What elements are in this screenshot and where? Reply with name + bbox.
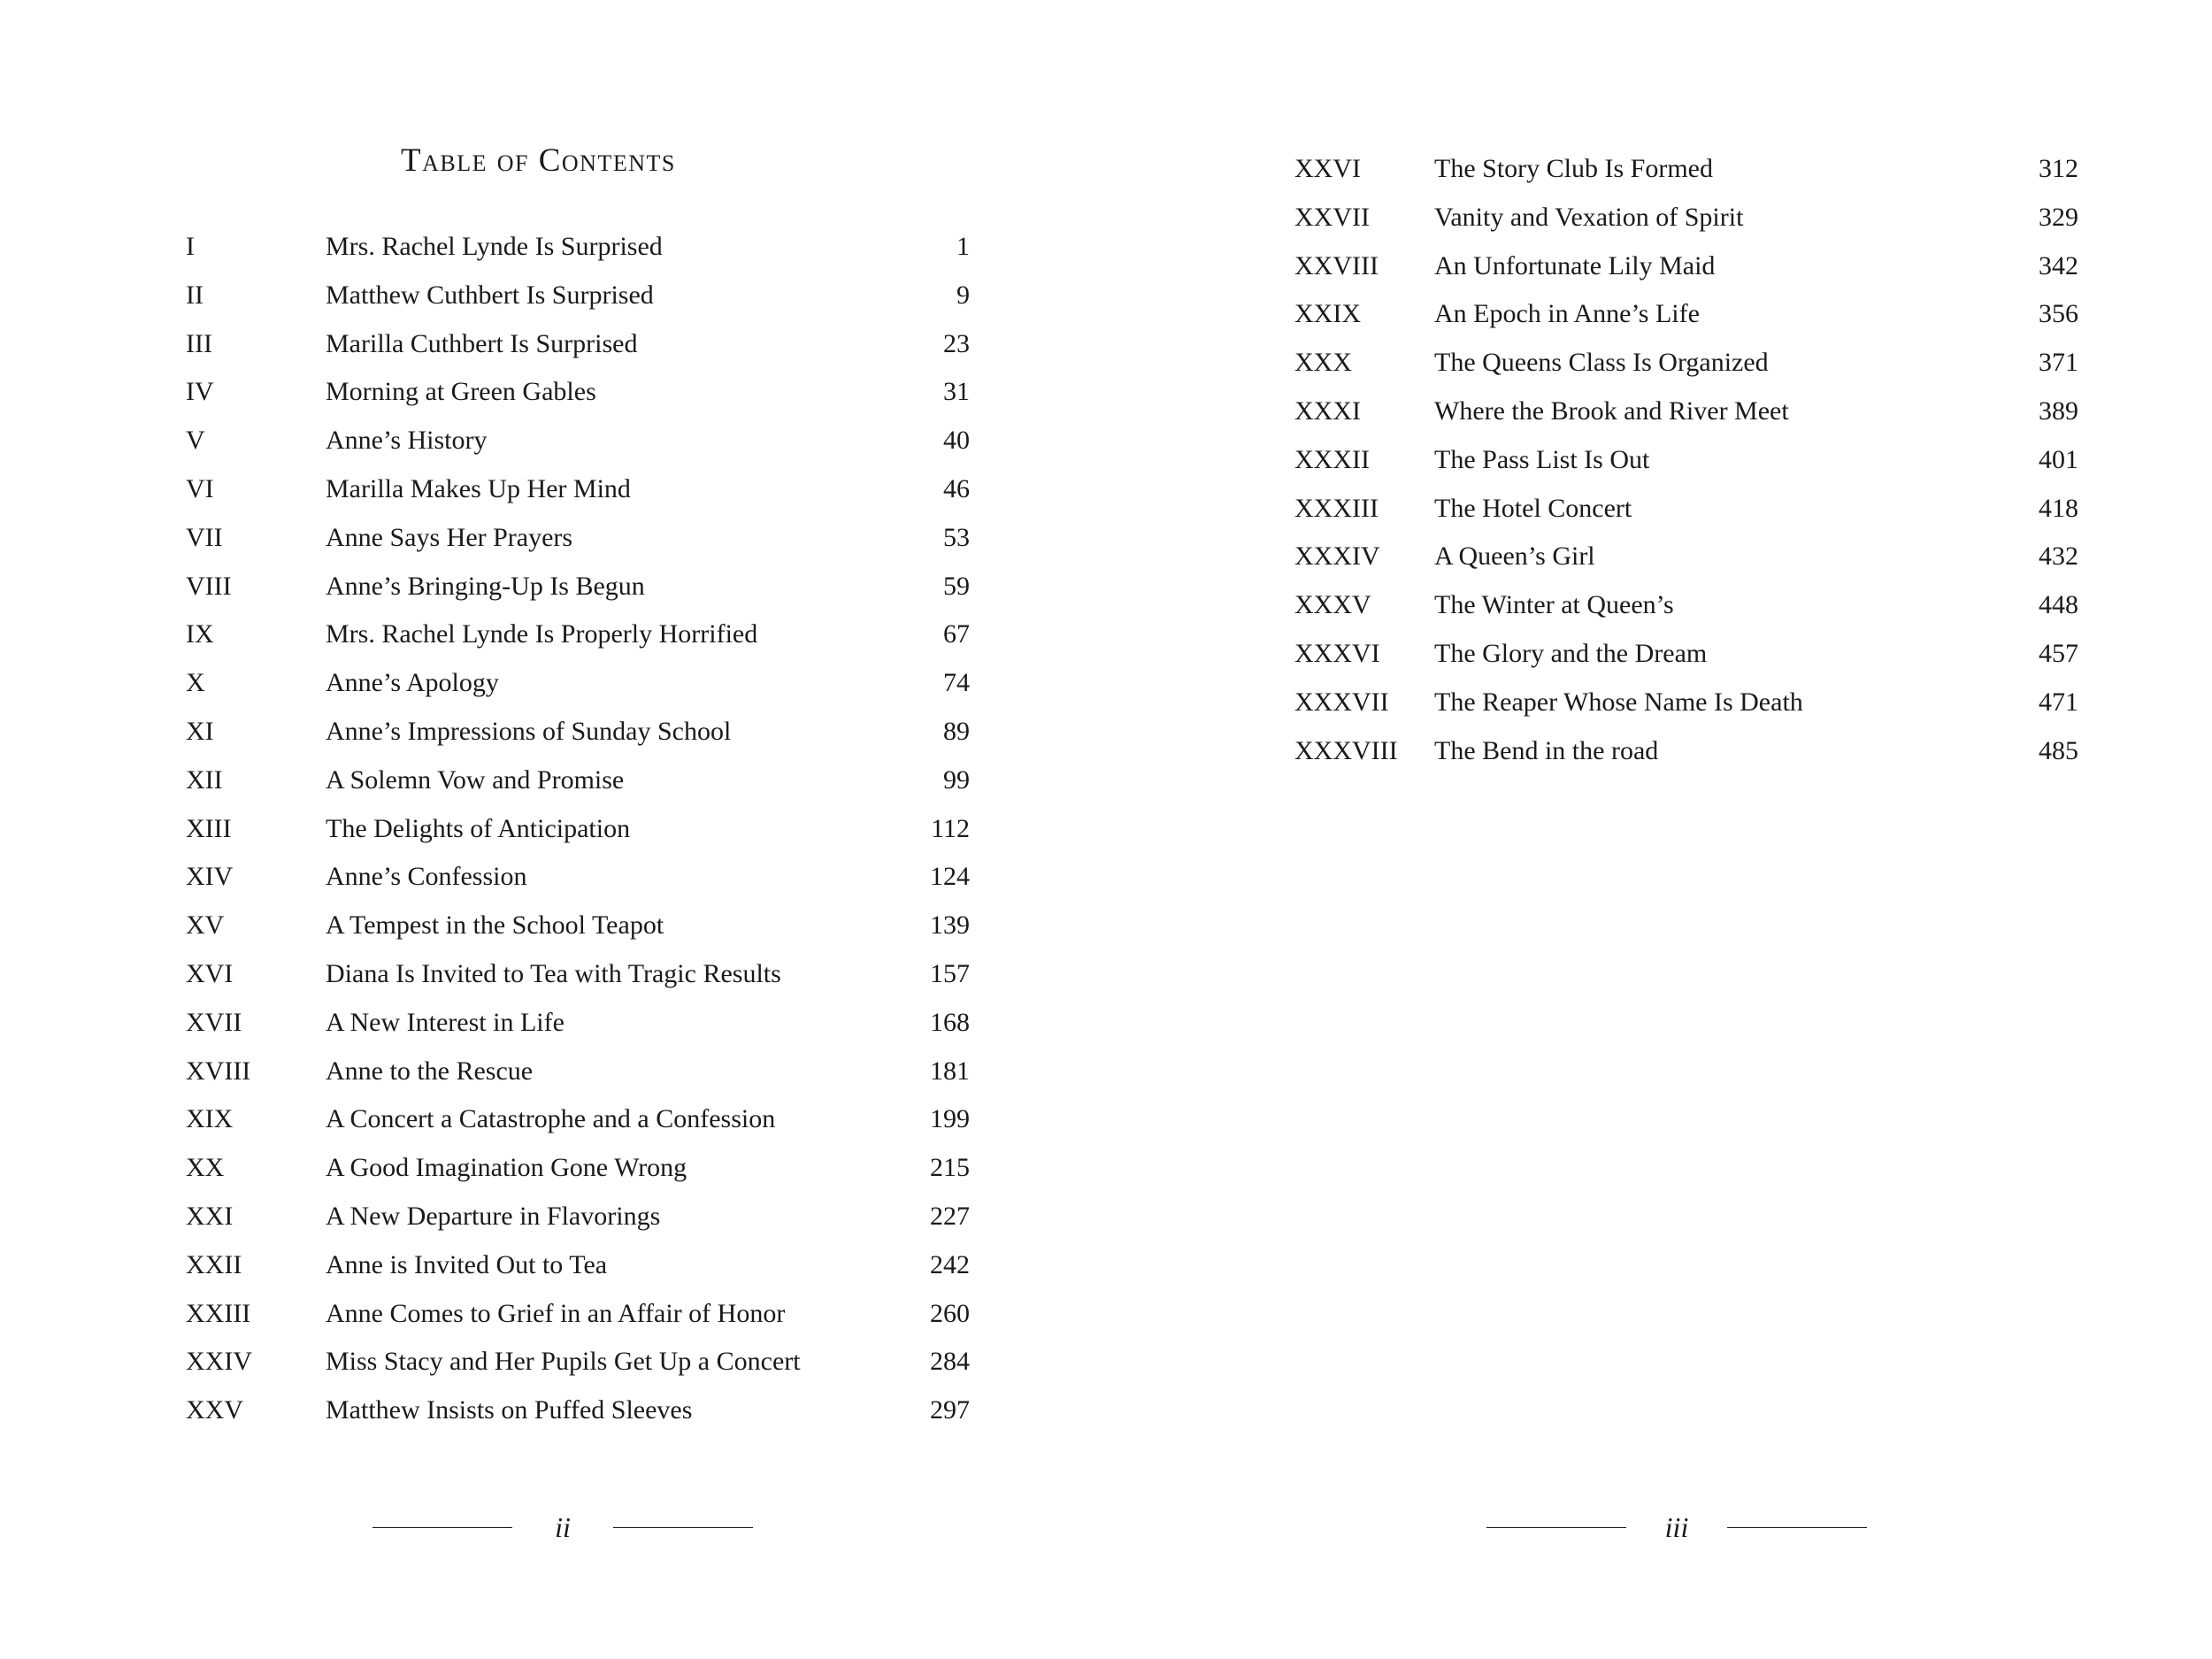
page-number: ii: [555, 1511, 571, 1543]
chapter-number: XVII: [186, 1007, 242, 1037]
chapter-number: III: [186, 328, 212, 358]
page-ref: 356: [2039, 299, 2078, 329]
toc-entry[interactable]: [1294, 242, 2078, 291]
chapter-number: XIV: [186, 862, 234, 892]
page-ref: 418: [2039, 493, 2078, 523]
page-ref: 112: [931, 813, 970, 843]
chapter-title: Vanity and Vexation of Spirit: [1434, 202, 1744, 232]
page-footer: [373, 1509, 753, 1545]
page-ref: 53: [943, 522, 970, 552]
chapter-title: Anne’s Apology: [326, 668, 499, 698]
chapter-number: XXXI: [1294, 396, 1361, 426]
page-ref: 389: [2039, 396, 2078, 426]
chapter-title: Marilla Cuthbert Is Surprised: [326, 328, 638, 358]
toc-entry[interactable]: [186, 563, 970, 611]
toc-entry[interactable]: [1294, 339, 2078, 388]
chapter-title: A Solemn Vow and Promise: [326, 764, 625, 795]
chapter-number: XV: [186, 910, 225, 941]
chapter-number: XI: [186, 716, 214, 746]
toc-entry[interactable]: [186, 1095, 970, 1144]
page-title: Table of Contents: [401, 142, 676, 179]
page-ref: 59: [943, 571, 970, 601]
chapter-title: Morning at Green Gables: [326, 377, 596, 407]
toc-entry[interactable]: [186, 1241, 970, 1290]
chapter-number: XXV: [186, 1395, 243, 1425]
page-ref: 448: [2039, 590, 2078, 620]
toc-entry[interactable]: [186, 223, 970, 272]
chapter-number: XXVIII: [1294, 250, 1379, 280]
chapter-number: XVIII: [186, 1056, 251, 1086]
toc-entry[interactable]: [1294, 533, 2078, 581]
toc-entry[interactable]: [1294, 145, 2078, 194]
chapter-title: A Concert a Catastrophe and a Confession: [326, 1104, 776, 1134]
chapter-title: The Story Club Is Formed: [1434, 154, 1713, 183]
toc-entry[interactable]: [186, 1290, 970, 1339]
toc-entry[interactable]: [186, 659, 970, 708]
page-ref: 74: [943, 668, 970, 698]
page-ref: 124: [930, 862, 970, 892]
page-ref: 371: [2039, 348, 2078, 378]
chapter-title: An Epoch in Anne’s Life: [1434, 299, 1700, 329]
toc-entry[interactable]: [186, 465, 970, 514]
chapter-number: V: [186, 426, 205, 456]
page-ref: 242: [930, 1249, 970, 1279]
toc-list-right: [1294, 145, 2078, 775]
toc-entry[interactable]: [1294, 581, 2078, 630]
page-ref: 139: [930, 910, 970, 941]
right-page: [1106, 0, 2212, 1659]
chapter-title: Matthew Cuthbert Is Surprised: [326, 280, 654, 310]
chapter-number: XXXVII: [1294, 687, 1389, 717]
chapter-number: XXIX: [1294, 299, 1361, 329]
toc-entry[interactable]: [186, 272, 970, 320]
chapter-title: Anne is Invited Out to Tea: [326, 1249, 608, 1279]
chapter-number: XX: [186, 1153, 225, 1183]
page-ref: 157: [930, 958, 970, 988]
chapter-number: I: [186, 232, 195, 261]
chapter-title: The Glory and the Dream: [1434, 638, 1708, 668]
page-ref: 46: [943, 473, 970, 503]
chapter-number: XXXIV: [1294, 541, 1380, 572]
footer-rule-right: [613, 1527, 753, 1528]
chapter-number: XXVII: [1294, 202, 1370, 232]
chapter-title: A Tempest in the School Teapot: [326, 910, 664, 941]
chapter-number: XIX: [186, 1104, 234, 1134]
chapter-title: Diana Is Invited to Tea with Tragic Results: [326, 958, 781, 988]
chapter-title: A New Departure in Flavorings: [326, 1201, 661, 1231]
chapter-title: Marilla Makes Up Her Mind: [326, 473, 631, 503]
chapter-number: XXVI: [1294, 154, 1361, 183]
chapter-number: XXXIII: [1294, 493, 1379, 523]
page-ref: 181: [930, 1056, 970, 1086]
chapter-title: The Bend in the road: [1434, 735, 1659, 765]
toc-entry[interactable]: [186, 999, 970, 1048]
toc-entry[interactable]: [186, 1048, 970, 1096]
page-ref: 471: [2039, 687, 2078, 717]
toc-entry[interactable]: [1294, 290, 2078, 339]
toc-entry[interactable]: [1294, 436, 2078, 485]
chapter-title: Where the Brook and River Meet: [1434, 396, 1789, 426]
chapter-number: XVI: [186, 958, 234, 988]
page-ref: 168: [930, 1007, 970, 1037]
toc-entry[interactable]: [186, 902, 970, 950]
chapter-number: XXXII: [1294, 444, 1370, 474]
toc-entry[interactable]: [1294, 630, 2078, 679]
chapter-title: Anne’s Impressions of Sunday School: [326, 716, 732, 746]
toc-list-left: [186, 223, 970, 1435]
page-ref: 401: [2039, 444, 2078, 474]
chapter-number: XXX: [1294, 348, 1352, 378]
toc-entry[interactable]: [186, 417, 970, 465]
chapter-title: Mrs. Rachel Lynde Is Properly Horrified: [326, 619, 758, 649]
toc-entry[interactable]: [186, 950, 970, 999]
toc-entry[interactable]: [1294, 388, 2078, 436]
chapter-number: XXII: [186, 1249, 242, 1279]
chapter-number: VI: [186, 473, 214, 503]
page-ref: 40: [943, 426, 970, 456]
chapter-number: VII: [186, 522, 223, 552]
toc-entry[interactable]: [186, 708, 970, 757]
toc-entry[interactable]: [186, 1144, 970, 1193]
page-ref: 485: [2039, 735, 2078, 765]
page-ref: 99: [943, 764, 970, 795]
page-ref: 23: [943, 328, 970, 358]
chapter-number: II: [186, 280, 204, 310]
chapter-number: VIII: [186, 571, 232, 601]
chapter-title: Anne Comes to Grief in an Affair of Honor: [326, 1298, 786, 1328]
toc-entry[interactable]: [1294, 727, 2078, 776]
page-ref: 284: [930, 1347, 970, 1377]
chapter-title: Matthew Insists on Puffed Sleeves: [326, 1395, 693, 1425]
chapter-number: X: [186, 668, 205, 698]
chapter-title: Anne Says Her Prayers: [326, 522, 573, 552]
toc-entry[interactable]: [186, 757, 970, 805]
chapter-number: XIII: [186, 813, 232, 843]
page-ref: 260: [930, 1298, 970, 1328]
page-ref: 329: [2039, 202, 2078, 232]
page-ref: 215: [930, 1153, 970, 1183]
page-ref: 67: [943, 619, 970, 649]
chapter-title: The Queens Class Is Organized: [1434, 348, 1769, 378]
chapter-number: XXI: [186, 1201, 234, 1231]
chapter-title: A Good Imagination Gone Wrong: [326, 1153, 687, 1183]
chapter-number: XXXVIII: [1294, 735, 1398, 765]
chapter-title: A New Interest in Life: [326, 1007, 565, 1037]
chapter-number: IV: [186, 377, 214, 407]
chapter-title: Anne’s Bringing-Up Is Begun: [326, 571, 645, 601]
toc-entry[interactable]: [1294, 194, 2078, 242]
chapter-title: Mrs. Rachel Lynde Is Surprised: [326, 232, 663, 261]
page-ref: 9: [956, 280, 970, 310]
page-ref: 457: [2039, 638, 2078, 668]
chapter-title: The Hotel Concert: [1434, 493, 1632, 523]
chapter-title: An Unfortunate Lily Maid: [1434, 250, 1716, 280]
toc-entry[interactable]: [186, 320, 970, 369]
page-number: iii: [1664, 1511, 1689, 1543]
page-footer: [1486, 1509, 1867, 1545]
toc-entry[interactable]: [186, 368, 970, 417]
chapter-title: The Reaper Whose Name Is Death: [1434, 687, 1803, 717]
page-ref: 31: [943, 377, 970, 407]
page-ref: 89: [943, 716, 970, 746]
page-ref: 199: [930, 1104, 970, 1134]
chapter-title: Anne’s History: [326, 426, 488, 456]
chapter-title: Miss Stacy and Her Pupils Get Up a Concert: [326, 1347, 801, 1377]
toc-entry[interactable]: [186, 853, 970, 902]
chapter-number: XXXV: [1294, 590, 1371, 620]
toc-entry[interactable]: [186, 1338, 970, 1386]
footer-rule-right: [1727, 1527, 1867, 1528]
toc-entry[interactable]: [186, 1193, 970, 1241]
chapter-number: XXIV: [186, 1347, 252, 1377]
toc-entry[interactable]: [186, 611, 970, 659]
page-ref: 227: [930, 1201, 970, 1231]
chapter-title: Anne to the Rescue: [326, 1056, 534, 1086]
page-ref: 342: [2039, 250, 2078, 280]
page-ref: 1: [956, 232, 970, 261]
chapter-title: A Queen’s Girl: [1434, 541, 1595, 572]
toc-entry[interactable]: [186, 514, 970, 563]
toc-entry[interactable]: [1294, 679, 2078, 727]
page-ref: 297: [930, 1395, 970, 1425]
page-ref: 432: [2039, 541, 2078, 572]
chapter-title: Anne’s Confession: [326, 862, 527, 892]
chapter-number: IX: [186, 619, 214, 649]
chapter-number: XII: [186, 764, 223, 795]
chapter-number: XXIII: [186, 1298, 251, 1328]
chapter-title: The Pass List Is Out: [1434, 444, 1650, 474]
toc-entry[interactable]: [1294, 485, 2078, 534]
chapter-number: XXXVI: [1294, 638, 1380, 668]
toc-entry[interactable]: [186, 1386, 970, 1435]
toc-entry[interactable]: [186, 805, 970, 854]
page-ref: 312: [2039, 154, 2078, 183]
chapter-title: The Winter at Queen’s: [1434, 590, 1674, 620]
chapter-title: The Delights of Anticipation: [326, 813, 631, 843]
